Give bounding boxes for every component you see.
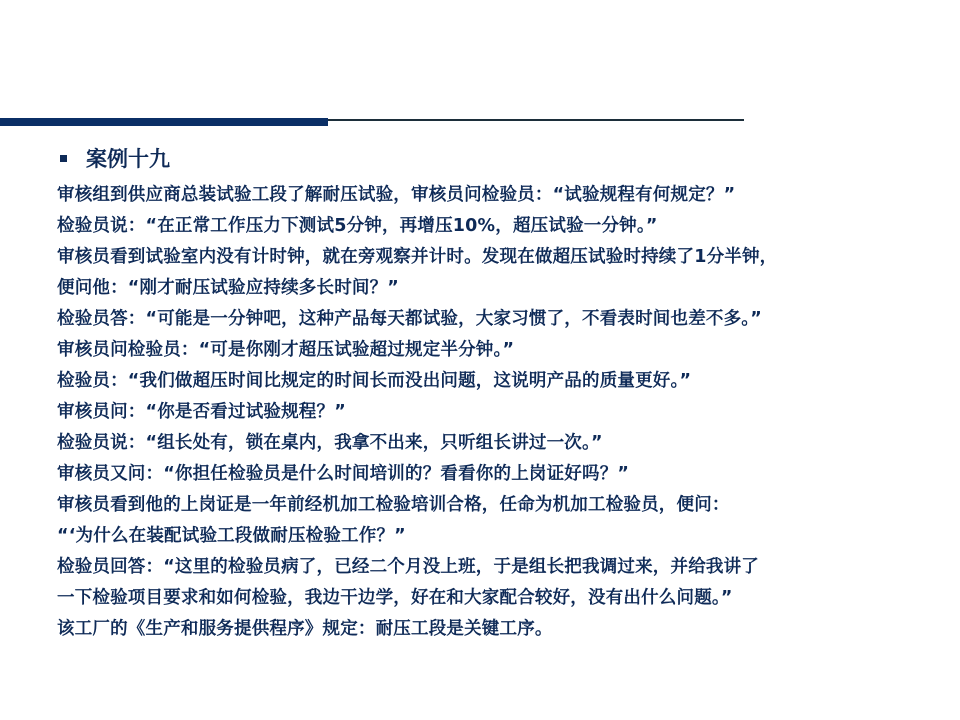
text-line: 审核员问检验员：“可是你刚才超压试验超过规定半分钟。” — [57, 340, 515, 360]
text-line: 审核员又问：“你担任检验员是什么时间培训的？看看你的上岗证好吗？” — [57, 464, 630, 484]
square-bullet-icon — [60, 155, 67, 162]
text-line: 检验员答：“可能是一分钟吧，这种产品每天都试验，大家习惯了，不看表时间也差不多。” — [57, 309, 762, 329]
text-line: 检验员回答：“这里的检验员病了，已经二个月没上班，于是组长把我调过来，并给我讲了 — [57, 557, 759, 577]
text-line: 审核员问：“你是否看过试验规程？” — [57, 402, 346, 422]
text-line: 检验员：“我们做超压时间比规定的时间长而没出问题，这说明产品的质量更好。” — [57, 371, 692, 391]
text-line: 一下检验项目要求和如何检验，我边干边学，好在和大家配合较好，没有出什么问题。” — [57, 588, 733, 608]
text-line: 便问他：“刚才耐压试验应持续多长时间？” — [57, 278, 400, 298]
text-line: 审核员看到试验室内没有计时钟，就在旁观察并计时。发现在做超压试验时持续了1分半钟， — [57, 247, 778, 267]
text-line: 该工厂的《生产和服务提供程序》规定：耐压工段是关键工序。 — [57, 619, 553, 639]
header-divider-line — [328, 119, 744, 121]
case-title: 案例十九 — [86, 147, 170, 171]
text-line: 检验员说：“在正常工作压力下测试5分钟，再增压10%，超压试验一分钟。” — [57, 216, 658, 236]
text-line: 审核组到供应商总装试验工段了解耐压试验，审核员问检验员：“试验规程有何规定？” — [57, 185, 736, 205]
header-accent-bar — [0, 118, 328, 126]
case-body — [57, 180, 937, 645]
case-heading — [58, 144, 170, 172]
text-line: “‘为什么在装配试验工段做耐压检验工作？” — [57, 526, 406, 546]
text-line: 检验员说：“组长处有，锁在桌内，我拿不出来，只听组长讲过一次。” — [57, 433, 603, 453]
text-line: 审核员看到他的上岗证是一年前经机加工检验培训合格，任命为机加工检验员，便问： — [57, 495, 730, 515]
